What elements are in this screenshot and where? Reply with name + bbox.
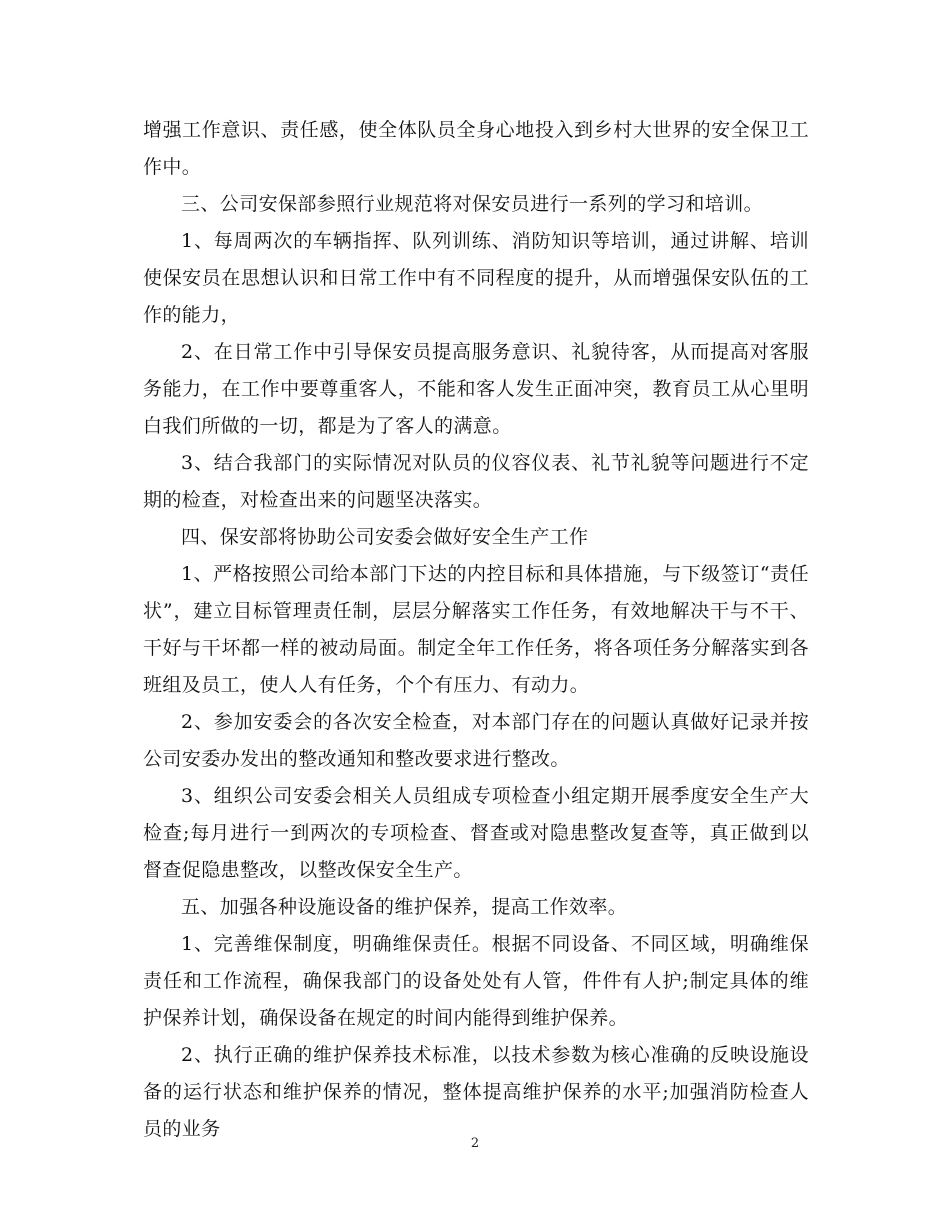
page-number: 2 (470, 1136, 480, 1151)
document-body (143, 112, 809, 1148)
paragraph: 2、在日常工作中引导保安员提高服务意识、礼貌待客，从而提高对客服务能力，在工作中要尊重客人，不能和客人发生正面冲突，教育员工从心里明白我们所做的一切，都是为了客人的满意。 (143, 341, 809, 437)
paragraph: 2、参加安委会的各次安全检查，对本部门存在的问题认真做好记录并按公司安委办发出的整改通知和整改要求进行整改。 (143, 711, 809, 770)
section-heading-five: 五、加强各种设施设备的维护保养，提高工作效率。 (181, 896, 628, 918)
section-heading-four: 四、保安部将协助公司安委会做好安全生产工作 (181, 526, 589, 548)
paragraph: 1、严格按照公司给本部门下达的内控目标和具体措施，与下级签订“责任状”，建立目标管理责任制，层层分解落实工作任务，有效地解决干与不干、干好与干坏都一样的被动局面。制定全年工作任务，将各项任务分解落实到各班组及员工，使人人有任务，个个有压力、有动力。 (143, 563, 809, 696)
paragraph: 增强工作意识、责任感，使全体队员全身心地投入到乡村大世界的安全保卫工作中。 (143, 119, 809, 178)
section-heading-three: 三、公司安保部参照行业规范将对保安员进行一系列的学习和培训。 (181, 193, 764, 215)
paragraph: 1、每周两次的车辆指挥、队列训练、消防知识等培训，通过讲解、培训使保安员在思想认识和日常工作中有不同程度的提升，从而增强保安队伍的工作的能力， (143, 230, 809, 326)
paragraph: 3、组织公司安委会相关人员组成专项检查小组定期开展季度安全生产大检查;每月进行一到两次的专项检查、督查或对隐患整改复查等，真正做到以督查促隐患整改，以整改保安全生产。 (143, 785, 809, 881)
paragraph: 3、结合我部门的实际情况对队员的仪容仪表、礼节礼貌等问题进行不定期的检查，对检查出来的问题坚决落实。 (143, 452, 809, 511)
paragraph: 2、执行正确的维护保养技术标准，以技术参数为核心准确的反映设施设备的运行状态和维护保养的情况，整体提高维护保养的水平;加强消防检查人员的业务 (143, 1044, 809, 1140)
paragraph: 1、完善维保制度，明确维保责任。根据不同设备、不同区域，明确维保责任和工作流程，确保我部门的设备处处有人管，件件有人护;制定具体的维护保养计划，确保设备在规定的时间内能得到维护保养。 (143, 933, 809, 1029)
